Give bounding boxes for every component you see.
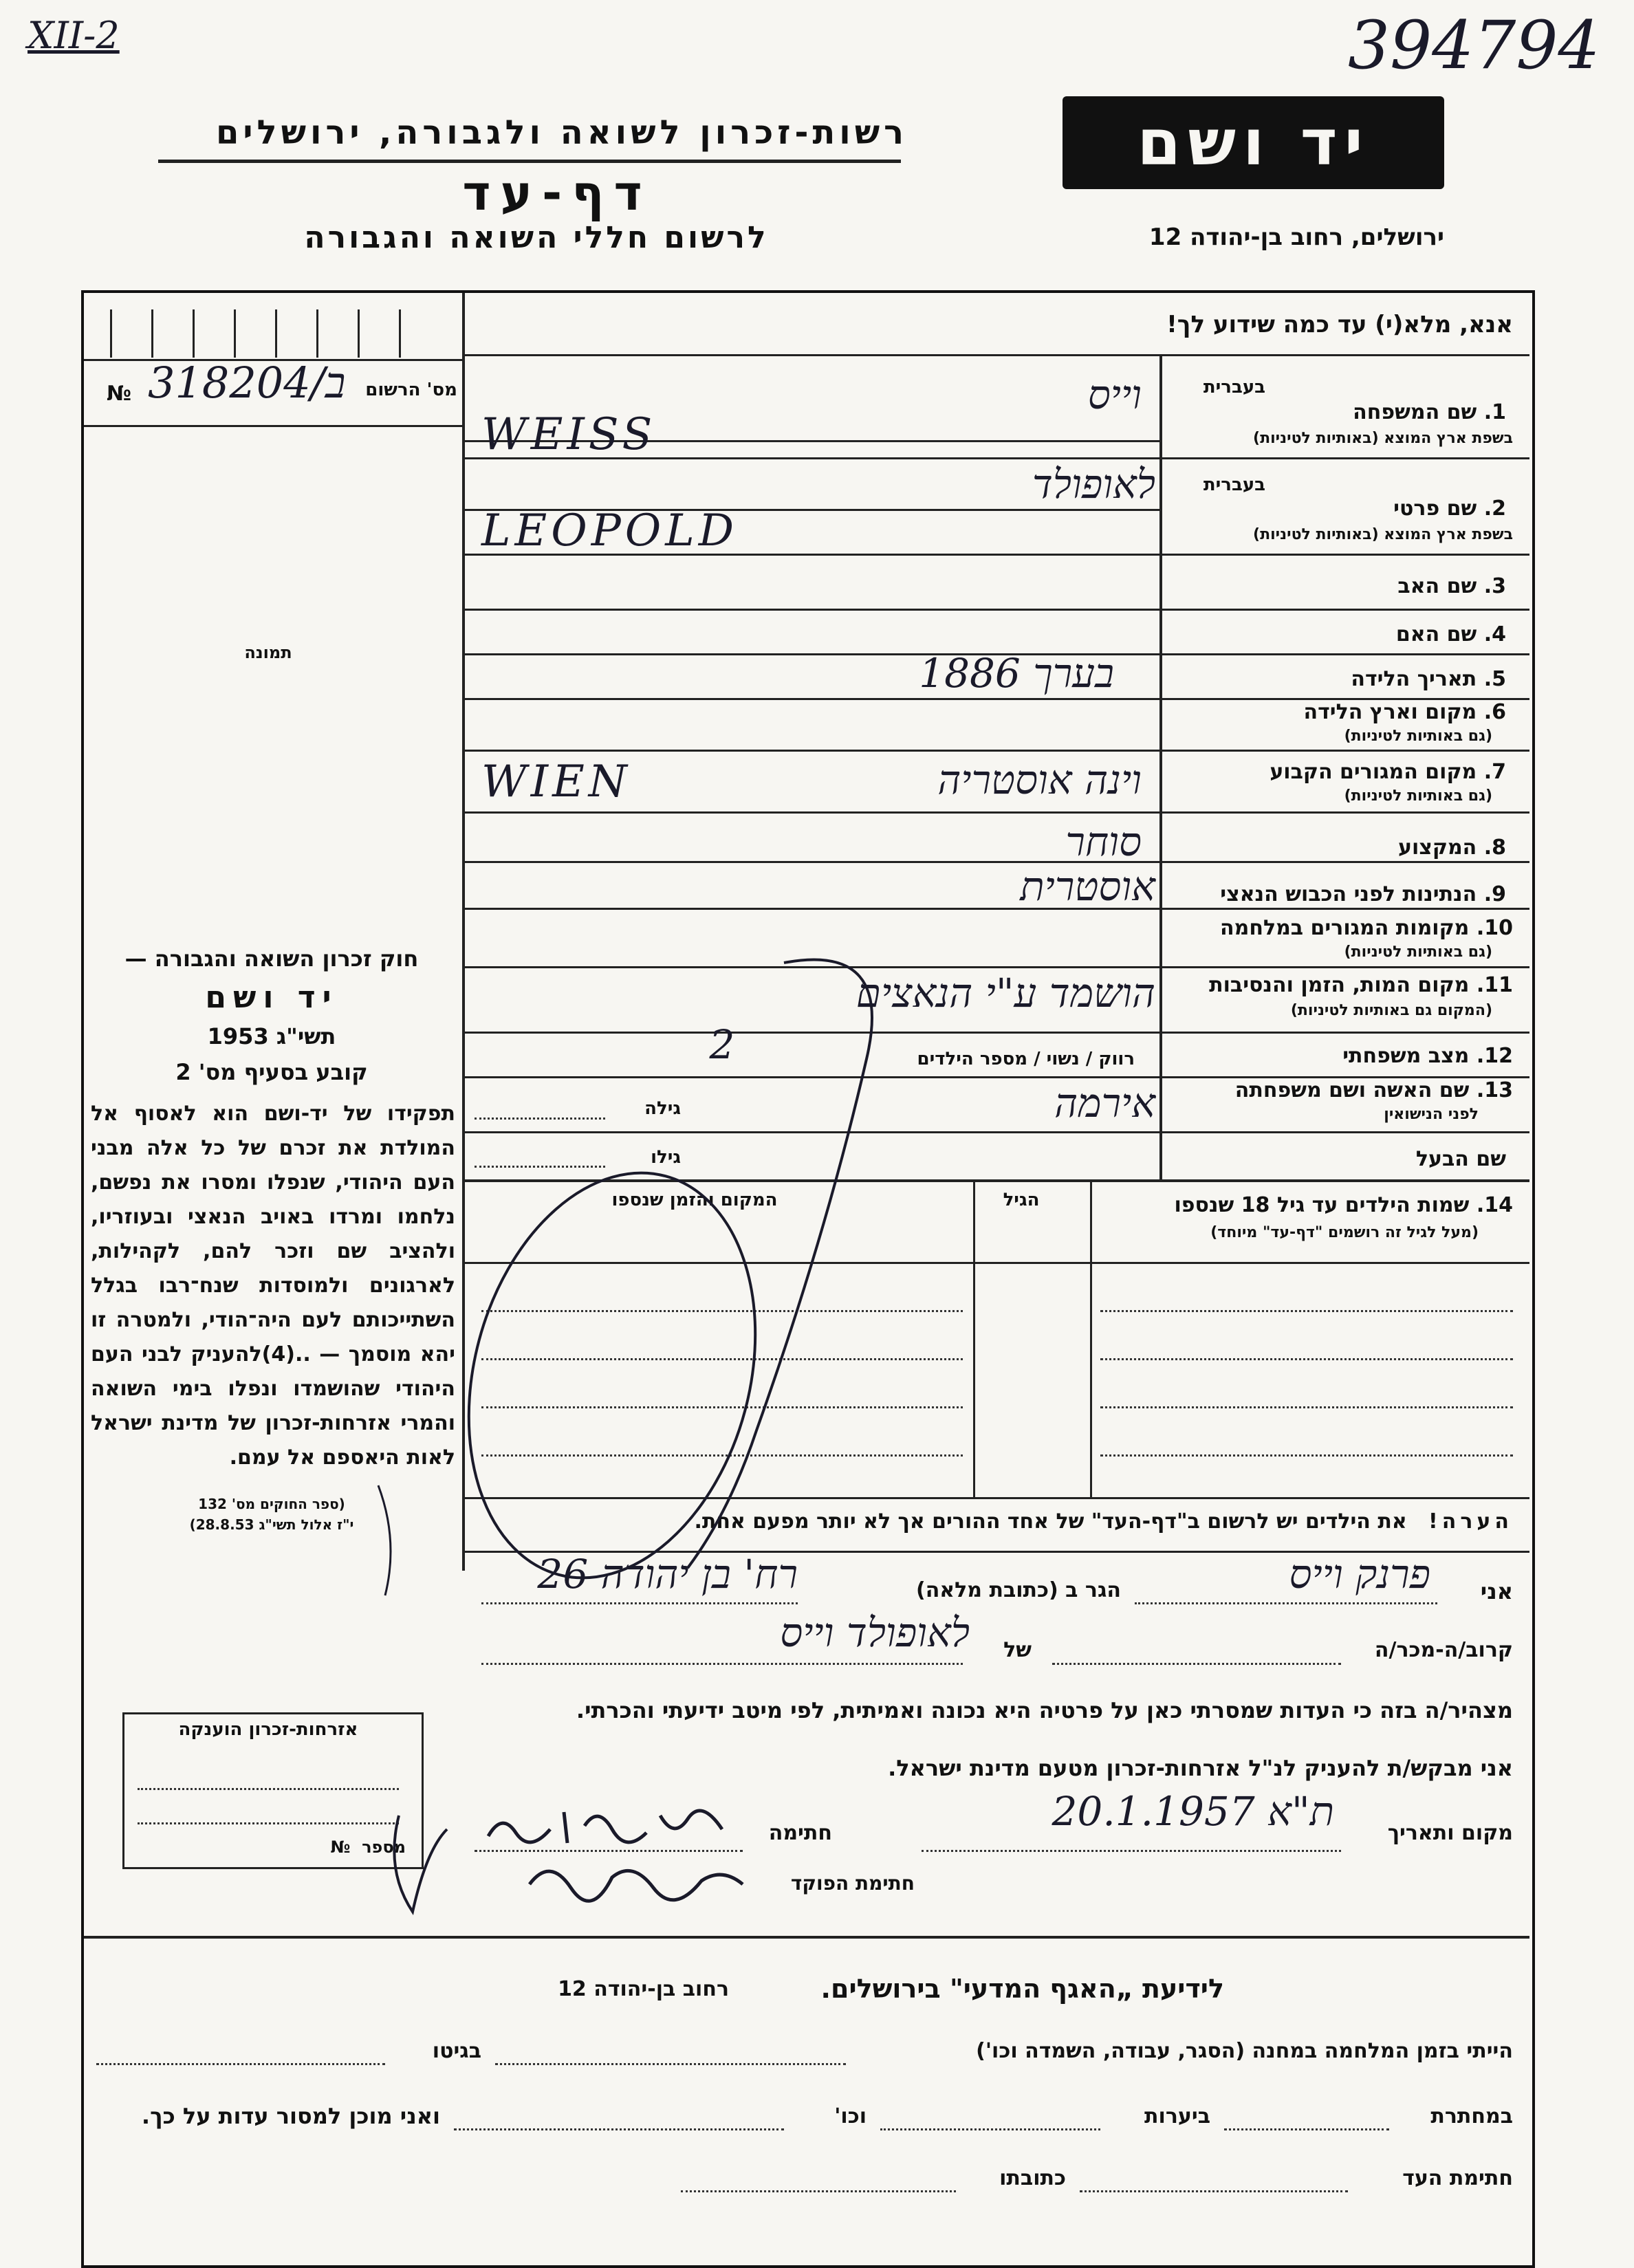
law-title: חוק זכרון השואה והגבורה —: [124, 946, 419, 972]
wife-name-value: אירמה: [1054, 1080, 1155, 1126]
children-count: 2: [709, 1021, 735, 1068]
yad-vashem-logo: [1063, 96, 1444, 189]
dotted-line: [454, 2128, 784, 2130]
footer-line3-a: חתימת העד: [1402, 2166, 1513, 2190]
footer-rule: [84, 1936, 1529, 1939]
form-title: דף-עד: [462, 165, 652, 221]
given-name-hebrew: לאופולד: [1032, 461, 1155, 508]
surname-latin: WEISS: [481, 409, 657, 460]
footer-line2-b: ביערות: [1144, 2104, 1210, 2128]
field-12-label: 12. מצב משפחתי: [1342, 1044, 1513, 1068]
footer-address: רחוב בן-יהודה 12: [558, 1977, 729, 2001]
photo-label: תמונה: [244, 643, 292, 662]
registration-number: 318204/ב: [148, 358, 346, 408]
col-age-header: הגיל: [1003, 1190, 1040, 1210]
col-place-header: המקום והזמן שנספו: [611, 1190, 778, 1210]
registration-no-sign: №: [107, 382, 132, 406]
registration-bottom-rule: [84, 425, 462, 427]
hebrew-label-1: בעברית: [1203, 377, 1265, 397]
document-number: 394794: [1348, 7, 1600, 84]
law-year: תשי"ג 1953: [207, 1023, 336, 1049]
header-rule: [158, 160, 901, 163]
row-rule: [464, 811, 1529, 814]
law-name: יד ושם: [205, 980, 338, 1015]
law-ref-1: (ספר החוקים מס' 132: [198, 1496, 345, 1512]
row-rule: [464, 750, 1529, 752]
field-14-label: 14. שמות הילדים עד גיל 18 שנספו: [1174, 1193, 1513, 1217]
signature-label: חתימה: [768, 1821, 832, 1845]
footer-heading: לידיעת „האגף המדעי" בירושלים.: [820, 1974, 1224, 2004]
footer-line1-a: הייתי בזמן המלחמה במחנה (הסגר, עבודה, השמדה וכו'): [976, 2039, 1513, 2063]
note-text: הערה! את הילדים יש לרשום ב"דף-העד" של אחד ההורים אך לא יותר מפעם אחת.: [694, 1509, 1513, 1534]
field-7-sub: (גם באותיות לטיניות): [1344, 787, 1492, 805]
field-6-sub: (גם באותיות לטיניות): [1344, 728, 1492, 745]
husband-label: שם הבעל: [1415, 1147, 1506, 1171]
field-11-label: 11. מקום המות, הזמן והנסיבות: [1209, 973, 1513, 997]
field-14-sub: (מעל לגיל זה רושמים "דף-עד" מיוחד): [1210, 1224, 1479, 1241]
dotted-line: [1080, 2190, 1348, 2192]
institution-name: רשות-זכרון לשואה ולגבורה, ירושלים: [215, 113, 908, 152]
declarant-address: רח' בן יהודה 26: [537, 1551, 798, 1598]
declaration-text: מצהיר/ה בזה כי העדות שמסרתי כאן על פרטיה היא נכונה ואמיתית, לפי מיטב ידיעתי והכרתי.: [576, 1697, 1513, 1723]
field-10-sub: (גם באותיות לטיניות): [1344, 944, 1492, 961]
pen-strokes: [371, 949, 1210, 1926]
field-5-label: 5. תאריך הלידה: [1351, 667, 1506, 691]
logo-text: יד ושם: [1137, 106, 1370, 179]
place-date-label: מקום ותאריך: [1387, 1821, 1513, 1845]
marital-options: רווק / נשוי / מספר הילדים: [917, 1049, 1135, 1069]
surname-hebrew: וייס: [1087, 371, 1142, 418]
footer-line2-a: במחתרת: [1430, 2104, 1513, 2128]
official-signature-label: חתימת הפוקד: [790, 1872, 915, 1895]
field-9-label: 9. הנתינות לפני הכבוש הנאצי: [1220, 882, 1506, 906]
dotted-line: [138, 1788, 399, 1790]
dotted-line: [1224, 2128, 1389, 2130]
husband-age-label: גילו: [651, 1147, 681, 1168]
request-text: אני מבקש/ת להעניק לנ"ל אזרחות-זכרון מטעם מדינת ישראל.: [888, 1755, 1513, 1781]
law-section: קובע בסעיף מס' 2: [175, 1059, 368, 1085]
footer-line2-d: ואני מוכן למסור עדות על כך.: [141, 2103, 440, 2129]
wife-age-label: גילה: [644, 1098, 681, 1119]
intro-instruction: אנא, מלא(י) עד כמה שידוע לך!: [1166, 311, 1513, 338]
residence-latin: WIEN: [481, 756, 631, 807]
certificate-title: אזרחות-זכרון הוענקה: [178, 1719, 358, 1740]
occupation-value: סוחר: [1065, 818, 1142, 865]
dotted-line: [138, 1822, 399, 1824]
nationality-value: אוסטרית: [1020, 863, 1155, 910]
field-13-label: 13. שם האשה ושם משפחתה: [1234, 1078, 1513, 1102]
birth-date-value: בערך 1886: [919, 650, 1114, 697]
relation-value: לאופולד וייס: [780, 1609, 970, 1656]
row-rule: [464, 609, 1529, 611]
hebrew-label-2: בעברית: [1203, 475, 1265, 495]
relation-label: קרוב/ה-מכר/ה: [1374, 1638, 1513, 1662]
dotted-line: [681, 2190, 956, 2192]
field-4-label: 4. שם האם: [1395, 622, 1506, 646]
dotted-line: [96, 2063, 385, 2065]
law-ref-2: י"ז אלול תשי"ג 28.8.53): [189, 1516, 354, 1533]
field-1-label: 1. שם המשפחה: [1353, 400, 1506, 424]
footer-line2-c: וכו': [834, 2104, 867, 2128]
form-subtitle: לרשום חללי השואה והגבורה: [304, 220, 769, 255]
corner-mark: XII-2: [28, 14, 120, 57]
dotted-line: [495, 2063, 846, 2065]
residence-hebrew: וינה אוסטריה: [937, 756, 1142, 803]
dotted-line: [880, 2128, 1100, 2130]
given-name-latin: LEOPOLD: [481, 505, 739, 556]
field-1-sub: בשפת ארץ המוצא (באותיות לטיניות): [1253, 430, 1513, 447]
intro-rule: [464, 354, 1529, 356]
field-10-label: 10. מקומות המגורים במלחמה: [1220, 916, 1513, 940]
header-address: ירושלים, רחוב בן-יהודה 12: [1148, 223, 1444, 251]
field-6-label: 6. מקום וארץ הלידה: [1303, 700, 1506, 724]
of-label: של: [1003, 1638, 1032, 1662]
death-place-value: הושמד ע"י הנאצים: [856, 970, 1155, 1016]
place-date-value: ת"א 20.1.1957: [1052, 1788, 1334, 1835]
certificate-number-label: מספר №: [330, 1838, 406, 1857]
field-11-sub: (המקום גם באותיות לטיניות): [1290, 1002, 1492, 1019]
residing-label: הגר ב (כתובת מלאה): [915, 1578, 1121, 1602]
declarant-name: פרנק וייס: [1289, 1551, 1430, 1598]
field-2-label: 2. שם פרטי: [1393, 497, 1506, 521]
field-2-sub: בשפת ארץ המוצא (באותיות לטיניות): [1253, 526, 1513, 543]
field-7-label: 7. מקום המגורים הקבוע: [1270, 760, 1506, 784]
law-text: תפקידו של יד-ושם הוא לאסוף אל המולדת את זכרם של כל אלה מבני העם היהודי, שנפלו ומסרו את נפשם, נלחמו ומרדו באויב הנאצי ובעוזריו, ולהציב שם וזכר להם, לקהילות, לארגונים ולמוסדות שנח־רבו בגלל השתייכותם לעם היה־הודי, ולמטרה זו יהא מוסמך — ..(4)להעניק לבני העם היהודי שהושמדו ונפלו בימי השואה והמרי אזרחות-זכרון של מדינת ישראל לאות היאספם אל עמם.: [91, 1102, 455, 1470]
i-label: אני: [1480, 1578, 1513, 1604]
footer-line1-b: בגיטו: [432, 2039, 481, 2063]
field-13-sub: לפני הנישואין: [1384, 1106, 1479, 1123]
field-8-label: 8. המקצוע: [1397, 836, 1506, 860]
tick-marks: [110, 309, 440, 358]
registration-label: מס' הרשום: [365, 380, 457, 400]
field-3-label: 3. שם האב: [1397, 574, 1506, 598]
footer-line3-b: כתובתו: [999, 2166, 1066, 2190]
